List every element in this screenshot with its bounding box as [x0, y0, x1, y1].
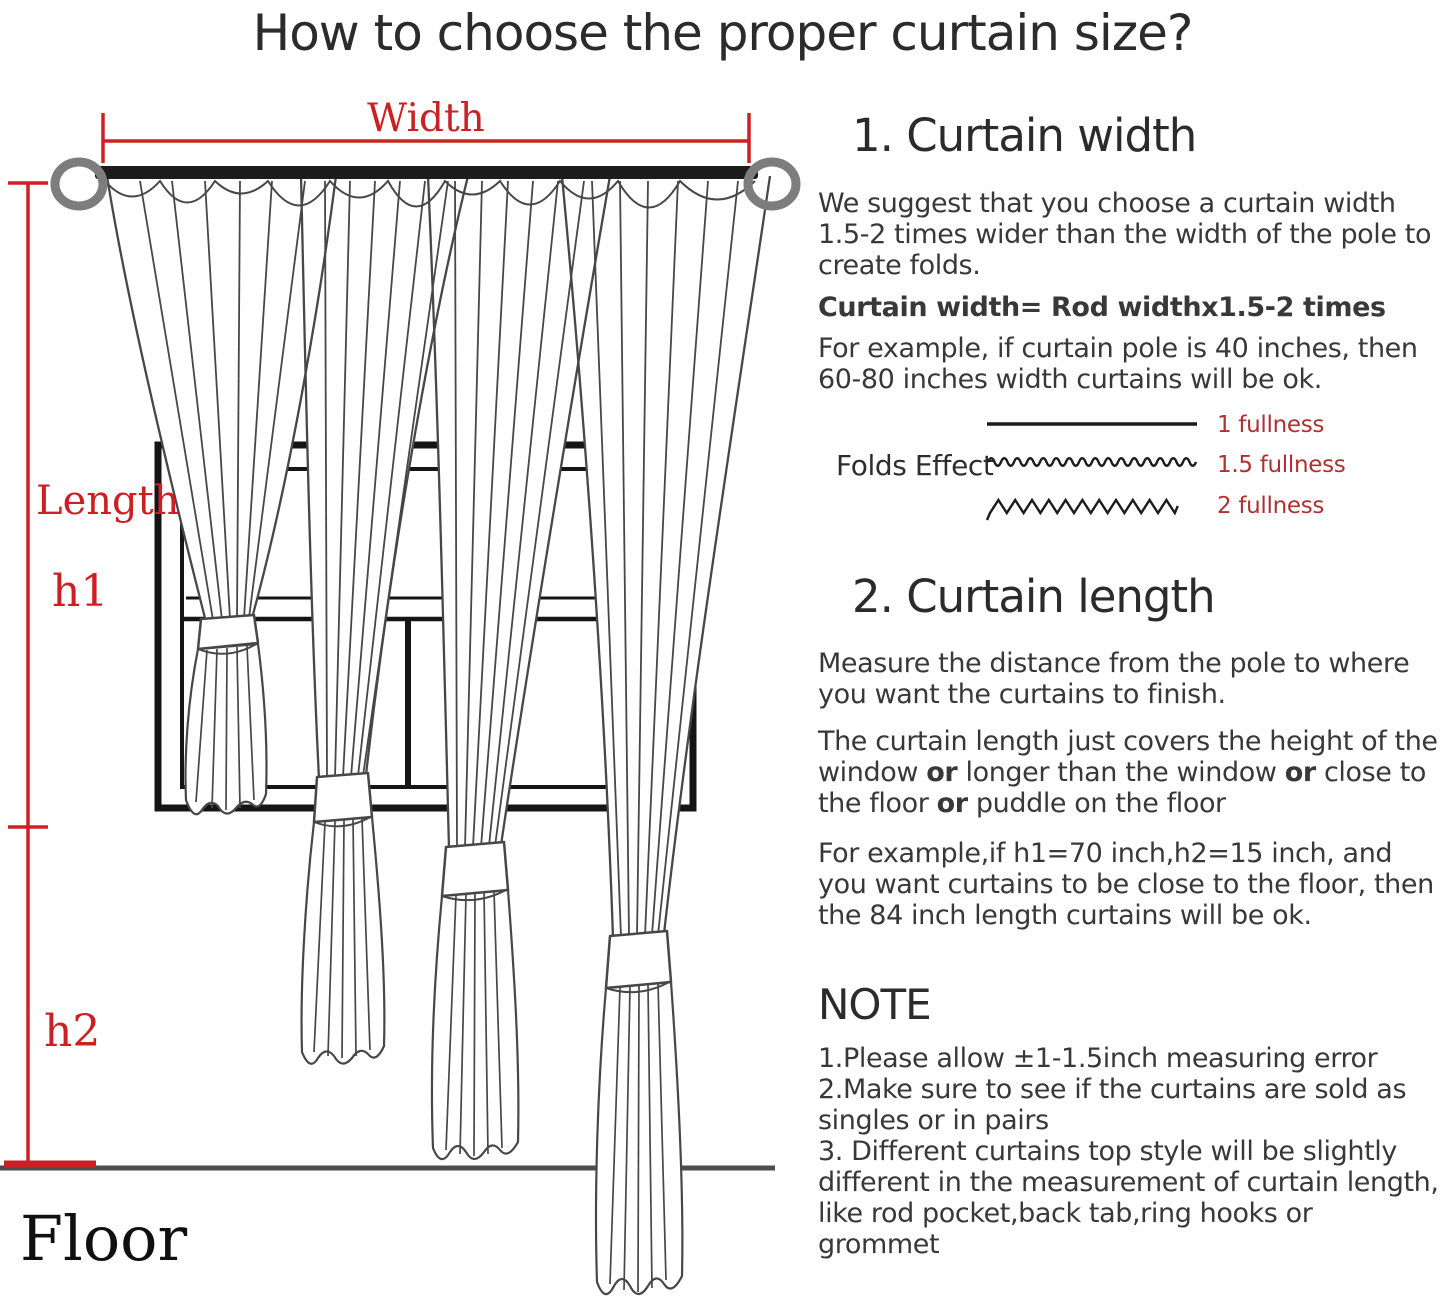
note-list: [818, 1043, 1440, 1260]
length-label: Length: [36, 478, 180, 524]
section-heading-note: NOTE: [818, 980, 931, 1029]
fullness-2-zigzag-icon: [986, 496, 1198, 528]
instructions-column: [818, 0, 1443, 1314]
curtain-bunch-below-window: [302, 773, 385, 1064]
h1-label: h1: [52, 566, 109, 617]
curtain-bunch-close-to-floor: [432, 842, 518, 1159]
note-item-2: 2.Make sure to see if the curtains are sold as singles or in pairs: [818, 1074, 1407, 1136]
fullness-1-label: 1 fullness: [1217, 412, 1325, 438]
h2-label: h2: [44, 1006, 101, 1057]
curtain-length-covers: The curtain length just covers the height of the window or longer than the window or close to the floor or puddle on the floor: [818, 726, 1438, 819]
page-title: How to choose the proper curtain size?: [252, 4, 1193, 62]
curtain-bunch-window-height: [186, 615, 267, 814]
curtain-rod: [95, 166, 758, 179]
curtain-length-measure: Measure the distance from the pole to where you want the curtains to finish.: [818, 648, 1410, 710]
curtain-width-formula: Curtain width= Rod widthx1.5-2 times: [818, 292, 1386, 323]
fullness-1-5-wave-icon: [986, 455, 1198, 469]
folds-effect-legend: [818, 405, 1440, 545]
fullness-1-line-icon: [986, 419, 1198, 429]
curtain-width-example: For example, if curtain pole is 40 inches, then 60-80 inches width curtains will be ok.: [818, 333, 1418, 395]
fullness-2-label: 2 fullness: [1217, 493, 1325, 519]
curtain-width-intro: We suggest that you choose a curtain width 1.5-2 times wider than the width of the pole to create folds.: [818, 188, 1432, 281]
note-item-3: 3. Different curtains top style will be slightly different in the measurement of curtain length, like rod pocket,back tab,ring hooks or grommet: [818, 1136, 1439, 1260]
folds-effect-label: Folds Effect: [836, 449, 994, 482]
note-item-1: 1.Please allow ±1-1.5inch measuring error: [818, 1043, 1378, 1074]
section-heading-curtain-width: 1. Curtain width: [852, 109, 1197, 162]
curtain-bunch-puddle: [596, 931, 682, 1294]
section-heading-curtain-length: 2. Curtain length: [852, 570, 1215, 623]
floor-label: Floor: [20, 1202, 188, 1275]
curtain-length-example: For example,if h1=70 inch,h2=15 inch, and you want curtains to be close to the floor, then the 84 inch length curtains will be ok.: [818, 838, 1434, 931]
rod-ring-left-icon: [55, 162, 103, 206]
fullness-1-5-label: 1.5 fullness: [1217, 452, 1346, 478]
width-label: Width: [367, 96, 485, 141]
